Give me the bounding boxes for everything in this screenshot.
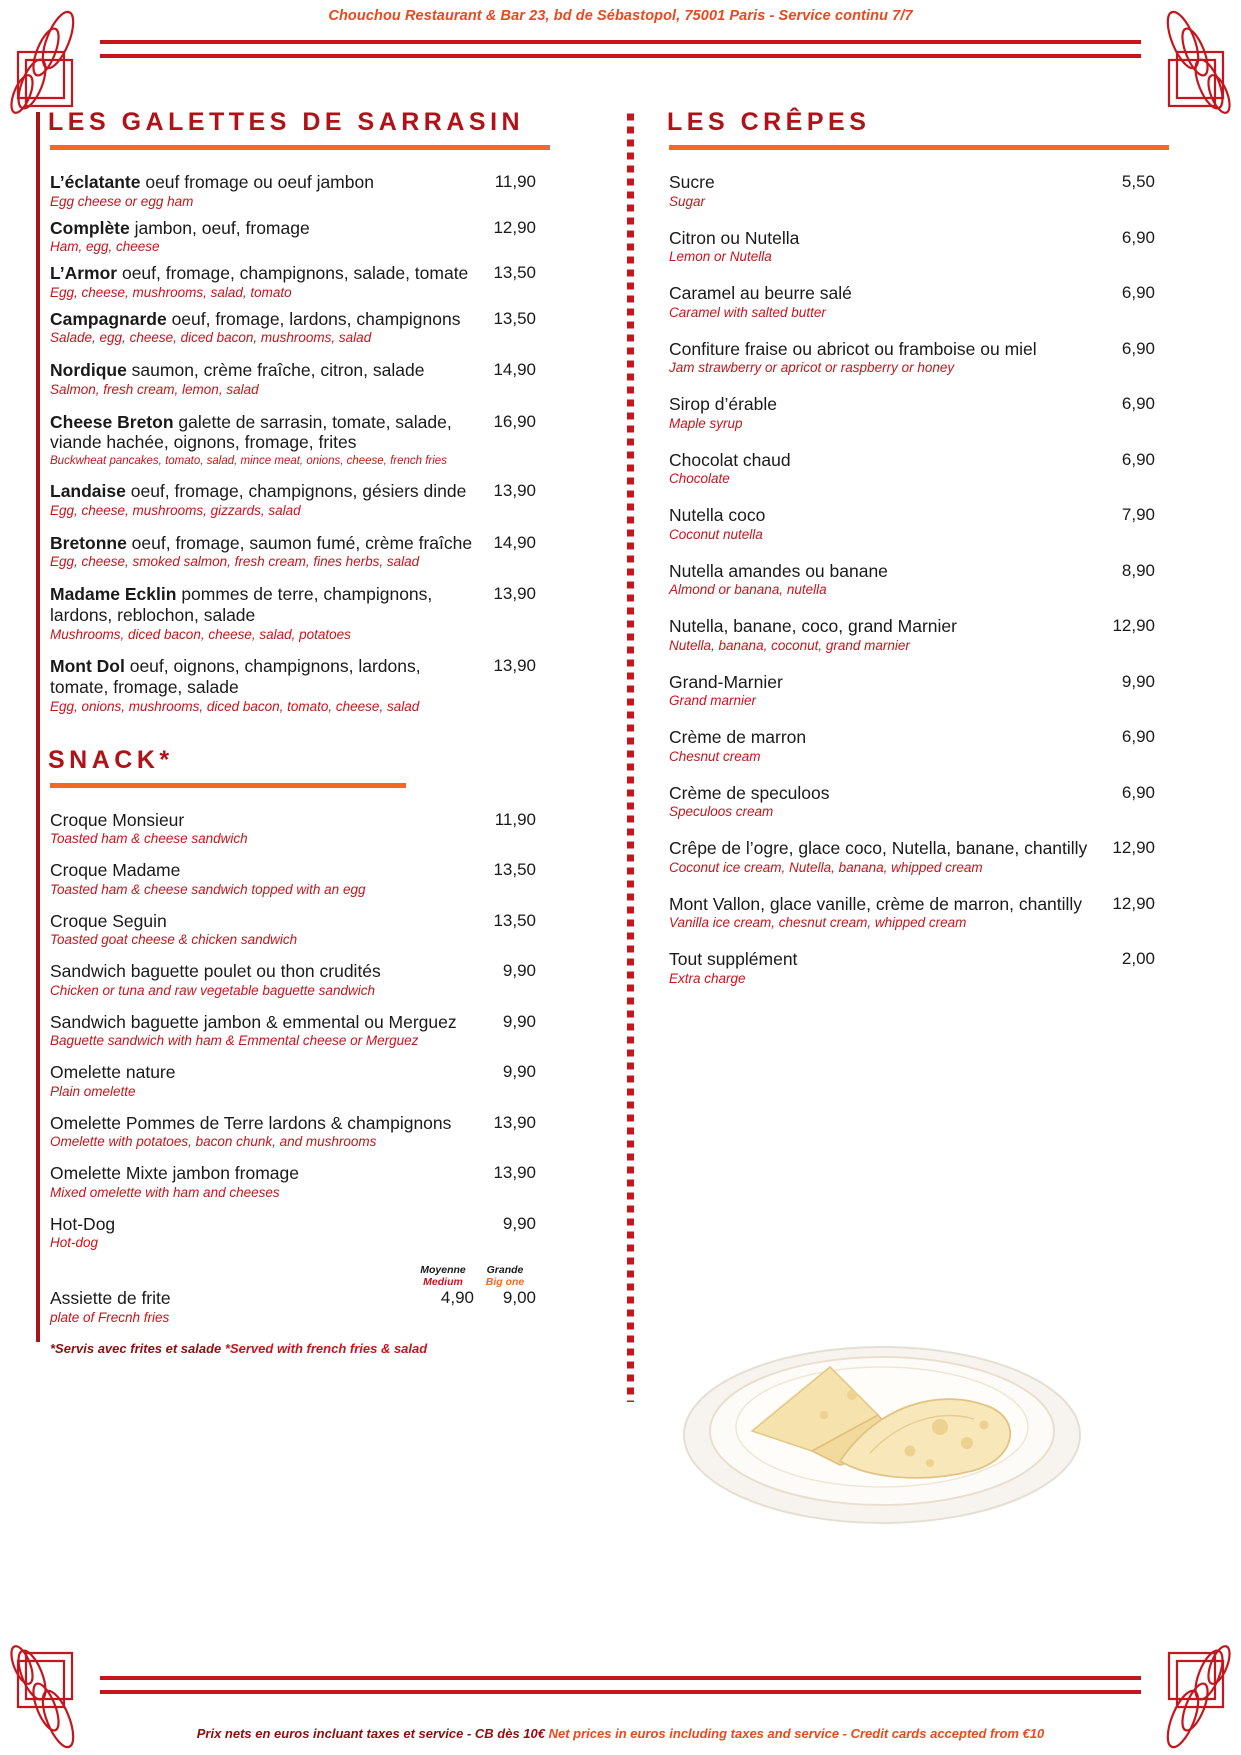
item-description: Toasted ham & cheese sandwich [50,831,248,847]
size-header-medium [412,1264,474,1288]
item-name-highlight: Bretonne [50,532,127,553]
item-name-highlight: Complète [50,217,130,238]
item-price: 13,50 [493,910,536,930]
menu-item [655,727,1155,766]
menu-item [36,1062,536,1101]
item-price: 7,90 [1121,505,1155,525]
item-price: 9,90 [502,1062,536,1082]
item-name: Confiture fraise ou abricot ou framboise ou miel [669,338,1037,359]
item-name: Assiette de frite [50,1288,171,1309]
menu-item [36,584,536,643]
menu-item [655,838,1155,877]
item-description: Toasted goat cheese & chicken sandwich [50,932,298,948]
left-column [36,108,536,1356]
item-name: Croque Monsieur [50,809,185,830]
item-price: 13,90 [493,1163,536,1183]
item-price: 12,90 [1112,893,1155,913]
menu-item [36,860,536,899]
item-name: Campagnarde oeuf, fromage, lardons, champignons [50,308,461,329]
snack-footnote-en: *Served with french fries & salad [224,1340,428,1356]
section-snack [36,746,536,1356]
item-name: Tout supplément [669,949,798,970]
item-description: Caramel with salted butter [669,304,826,320]
menu-item [655,172,1155,211]
menu-item [36,1113,536,1152]
item-name-highlight: Madame Ecklin [50,584,177,605]
item-price: 13,90 [493,1112,536,1132]
item-description: Salmon, fresh cream, lemon, salad [50,381,259,397]
item-name: Landaise oeuf, fromage, champignons, gésiers dinde [50,481,467,502]
bottom-rule-1 [100,1676,1141,1680]
snack-footnote [50,1341,536,1356]
menu-item [36,309,536,348]
item-name: Nutella coco [669,505,766,526]
menu-item [36,1214,536,1253]
item-price: 14,90 [493,532,536,552]
menu-item [36,412,536,469]
item-name: Nutella amandes ou banane [669,560,888,581]
item-description: Chicken or tuna and raw vegetable baguette sandwich [50,982,375,998]
item-description: Buckwheat pancakes, tomato, salad, mince meat, onions, cheese, french fries [50,454,447,467]
item-name: Croque Madame [50,860,181,881]
item-price: 8,90 [1121,560,1155,580]
item-price: 14,90 [493,360,536,380]
item-price-big: 9,00 [502,1288,536,1308]
bottom-rule-2 [100,1690,1141,1694]
item-name: Crème de speculoos [669,782,830,803]
item-name-highlight: L’Armor [50,263,118,284]
snack-footnote-fr: *Servis avec frites et salade [50,1340,222,1356]
item-price: 9,90 [502,1213,536,1233]
menu-item [655,783,1155,822]
item-description: Chesnut cream [669,748,761,764]
item-name-highlight: Campagnarde [50,308,167,329]
item-description: Baguette sandwich with ham & Emmental cheese or Merguez [50,1033,419,1049]
item-price: 6,90 [1121,449,1155,469]
menu-item [655,949,1155,988]
price-notice-fr: Prix nets en euros incluant taxes et service - CB dès 10€ [196,1726,545,1741]
size-header-medium-fr: Moyenne [420,1264,466,1277]
item-price: 12,90 [1112,838,1155,858]
size-header-big-en: Big one [485,1276,525,1289]
size-header-big [474,1264,536,1288]
menu-item [36,172,536,211]
item-price: 13,90 [493,584,536,604]
item-price: 6,90 [1121,338,1155,358]
section-title-crepes: LES CRÊPES [667,108,871,136]
item-description: Grand marnier [669,693,757,709]
item-description: Omelette with potatoes, bacon chunk, and mushrooms [50,1134,377,1150]
item-name: Nutella, banane, coco, grand Marnier [669,616,957,637]
item-description: Jam strawberry or apricot or raspberry or honey [669,360,955,376]
top-rule-1 [100,40,1141,44]
item-description: Ham, egg, cheese [50,239,160,255]
menu-item [655,505,1155,544]
item-description: Nutella, banana, coconut, grand marnier [669,637,910,653]
item-name: Bretonne oeuf, fromage, saumon fumé, crème fraîche [50,532,473,553]
item-name: L’éclatante oeuf fromage ou oeuf jambon [50,172,374,192]
corner-ornament-top-right [1125,10,1235,120]
item-description: Salade, egg, cheese, diced bacon, mushrooms, salad [50,330,372,346]
menu-item [36,360,536,399]
item-description: Sugar [669,193,706,209]
section-title-snack: SNACK* [48,745,174,774]
menu-item [655,894,1155,933]
menu-item [36,533,536,572]
item-description: Hot-dog [50,1235,99,1251]
item-description: Egg cheese or egg ham [50,193,194,209]
item-description: Vanilla ice cream, chesnut cream, whipped cream [669,915,967,931]
item-name: Hot-Dog [50,1213,116,1234]
item-price: 6,90 [1121,283,1155,303]
item-name-highlight: Mont Dol [50,656,125,677]
item-description: Lemon or Nutella [669,249,772,265]
item-description: Coconut ice cream, Nutella, banana, whipped cream [669,859,983,875]
menu-item [36,911,536,950]
menu-item-assiette-de-frite [36,1288,536,1327]
menu-item [36,481,536,520]
item-description: Egg, cheese, mushrooms, gizzards, salad [50,502,301,518]
item-description: Chocolate [669,471,730,487]
item-price: 9,90 [502,961,536,981]
item-name-highlight: Cheese Breton [50,411,174,432]
item-name: Complète jambon, oeuf, fromage [50,217,310,238]
menu-item [655,339,1155,378]
column-dotted-divider [627,112,634,1402]
item-name: Caramel au beurre salé [669,283,852,304]
menu-item [36,810,536,849]
item-name: Cheese Breton galette de sarrasin, tomate, salade, viande hachée, oignons, fromage, frites [50,411,452,453]
item-name: Madame Ecklin pommes de terre, champignons, lardons, reblochon, salade [50,584,433,625]
item-name: L’Armor oeuf, fromage, champignons, salade, tomate [50,263,469,284]
item-name: Nordique saumon, crème fraîche, citron, salade [50,360,425,381]
item-price: 6,90 [1121,227,1155,247]
right-column [655,108,1155,1005]
item-price: 16,90 [493,411,536,431]
section-underline-crepes [669,145,1169,150]
menu-item [655,450,1155,489]
item-name: Omelette nature [50,1062,176,1083]
item-price: 9,90 [1121,671,1155,691]
item-name: Crêpe de l’ogre, glace coco, Nutella, banane, chantilly [669,838,1088,859]
menu-item [655,561,1155,600]
item-name: Sucre [669,172,715,192]
item-price: 5,50 [1121,172,1155,191]
menu-item [655,283,1155,322]
item-description: Maple syrup [669,415,743,431]
item-name: Sirop d’érable [669,394,777,415]
item-price: 12,90 [1112,616,1155,636]
item-name: Omelette Pommes de Terre lardons & champignons [50,1112,452,1133]
item-price-medium: 4,90 [440,1288,474,1308]
item-price: 6,90 [1121,782,1155,802]
item-name: Croque Seguin [50,910,167,931]
item-description: Speculoos cream [669,804,774,820]
snack-item-list [36,810,536,1253]
item-price: 2,00 [1121,949,1155,969]
menu-item [36,263,536,302]
section-galettes [36,108,536,716]
address-banner: Chouchou Restaurant & Bar 23, bd de Sébastopol, 75001 Paris - Service continu 7/7 [328,8,913,24]
galettes-item-list [36,172,536,716]
item-description: Egg, cheese, mushrooms, salad, tomato [50,284,292,300]
item-price: 6,90 [1121,727,1155,747]
item-name-highlight: Nordique [50,360,127,381]
item-description: Egg, cheese, smoked salmon, fresh cream, fines herbs, salad [50,554,420,570]
section-title-galettes: LES GALETTES DE SARRASIN [48,108,525,136]
item-price: 9,90 [502,1011,536,1031]
section-underline-galettes [50,145,550,150]
item-price: 6,90 [1121,394,1155,414]
item-price: 13,50 [493,263,536,283]
menu-item [655,672,1155,711]
item-description: plate of Frecnh fries [50,1309,170,1325]
item-name: Citron ou Nutella [669,227,800,248]
menu-item [655,616,1155,655]
item-name: Crème de marron [669,727,807,748]
crepe-plate-illustration [672,1275,1092,1535]
section-crepes [655,108,1155,988]
size-header-medium-en: Medium [423,1276,463,1289]
item-description: Toasted ham & cheese sandwich topped with an egg [50,881,366,897]
item-name: Grand-Marnier [669,671,783,692]
item-price: 13,50 [493,860,536,880]
menu-item [36,1163,536,1202]
item-price: 13,50 [493,308,536,328]
price-notice-en: Net prices in euros including taxes and service - Credit cards accepted from €10 [548,1726,1045,1741]
size-header-big-fr: Grande [486,1264,524,1277]
menu-item [655,394,1155,433]
price-notice-banner [0,1726,1241,1741]
item-price: 11,90 [494,809,536,829]
item-description: Egg, onions, mushrooms, diced bacon, tomato, cheese, salad [50,698,420,714]
item-name: Sandwich baguette poulet ou thon crudités [50,961,381,982]
crepes-item-list [655,172,1155,988]
menu-item [36,961,536,1000]
item-price: 12,90 [493,217,536,237]
item-description: Extra charge [669,970,746,986]
item-description: Plain omelette [50,1083,136,1099]
item-name: Sandwich baguette jambon & emmental ou Merguez [50,1011,457,1032]
item-description: Coconut nutella [669,526,763,542]
item-name-highlight: Landaise [50,481,126,502]
item-description: Mixed omelette with ham and cheeses [50,1184,280,1200]
menu-item [36,218,536,257]
top-rule-2 [100,54,1141,58]
item-price: 13,90 [493,656,536,676]
item-description: Mushrooms, diced bacon, cheese, salad, potatoes [50,626,351,642]
item-price: 13,90 [493,481,536,501]
item-description: Almond or banana, nutella [669,582,827,598]
item-name: Mont Vallon, glace vanille, crème de marron, chantilly [669,893,1083,914]
menu-item [36,656,536,715]
size-column-headers [50,1264,536,1288]
menu-item [36,1012,536,1051]
item-name-highlight: L’éclatante [50,172,141,192]
item-name: Chocolat chaud [669,449,791,470]
item-name: Mont Dol oeuf, oignons, champignons, lardons, tomate, fromage, salade [50,656,421,698]
menu-item [655,228,1155,267]
item-price-group [412,1288,536,1308]
item-name: Omelette Mixte jambon fromage [50,1163,299,1184]
section-underline-snack [50,783,406,788]
corner-ornament-top-left [6,10,116,120]
item-price: 11,90 [494,172,536,191]
